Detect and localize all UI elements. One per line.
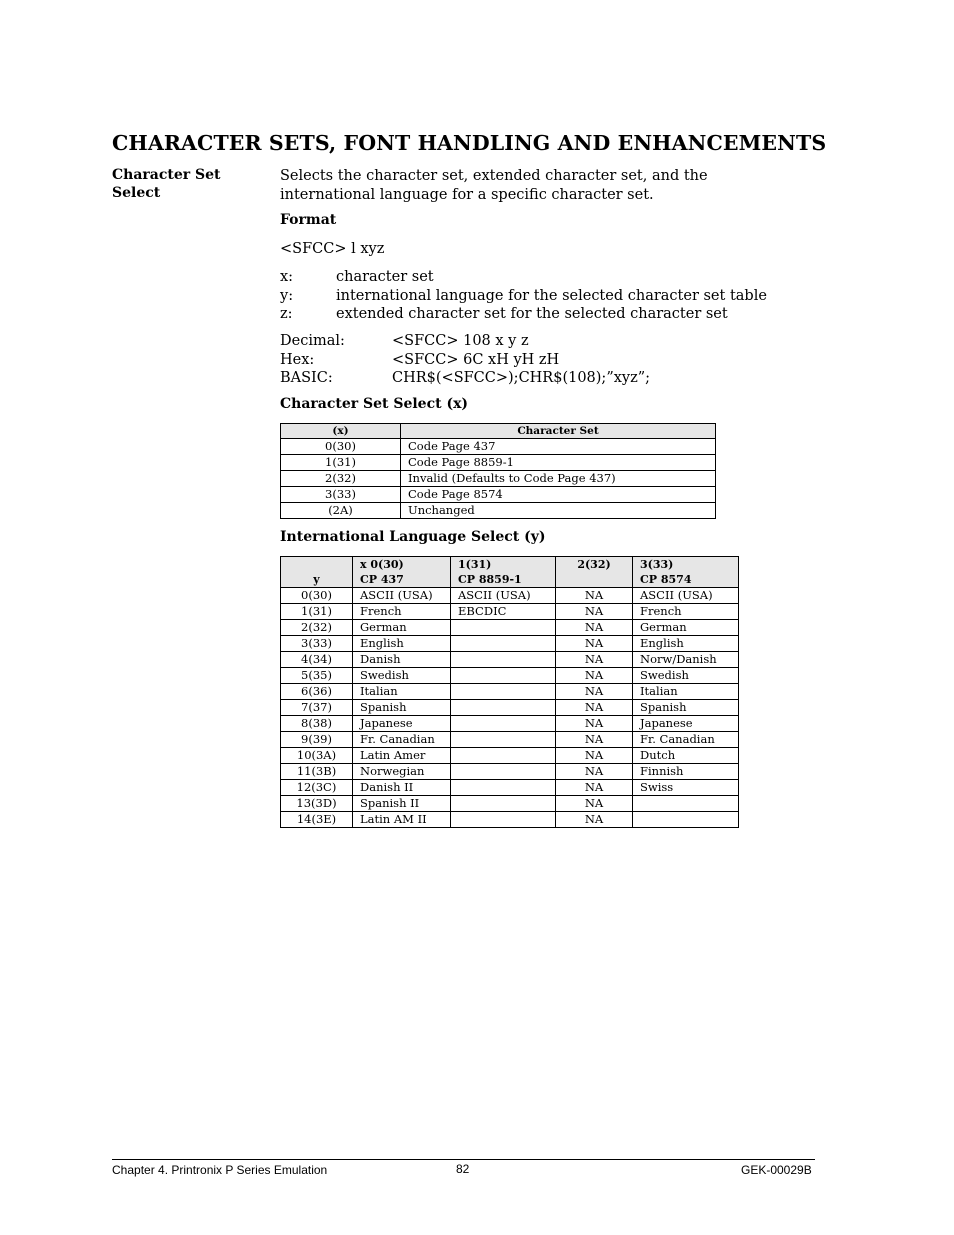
charset-table [280, 423, 716, 519]
table-header-cell: x 0(30) CP 437 [353, 557, 451, 588]
table-row [281, 780, 739, 796]
table-cell: English [633, 636, 739, 652]
table-cell: NA [556, 604, 633, 620]
param-key: z: [280, 306, 293, 322]
intro-line-2: international language for a specific character set. [280, 186, 654, 203]
encoding-key: Hex: [280, 351, 315, 368]
table-cell: 14(3E) [281, 812, 353, 828]
table-cell: 5(35) [281, 668, 353, 684]
table-row [281, 764, 739, 780]
table-row [281, 716, 739, 732]
table-header-cell: y [281, 557, 353, 588]
table-cell: NA [556, 620, 633, 636]
table-cell [451, 668, 556, 684]
table-cell: Italian [633, 684, 739, 700]
table-row [281, 668, 739, 684]
table-cell [451, 652, 556, 668]
table-cell: Finnish [633, 764, 739, 780]
table-cell: NA [556, 748, 633, 764]
encoding-list [280, 332, 650, 388]
param-row-x [280, 268, 767, 287]
table-cell [451, 748, 556, 764]
table-cell: Spanish II [353, 796, 451, 812]
table-cell: 1(31) [281, 455, 401, 471]
table-cell [633, 812, 739, 828]
table-row [281, 732, 739, 748]
table-cell: 3(33) [281, 636, 353, 652]
encoding-row-basic [280, 369, 650, 388]
table-cell: NA [556, 684, 633, 700]
table-cell: NA [556, 716, 633, 732]
table-cell [451, 764, 556, 780]
table-cell: English [353, 636, 451, 652]
table-header-cell: 3(33) CP 8574 [633, 557, 739, 588]
table-cell: 2(32) [281, 620, 353, 636]
table-row [281, 455, 716, 471]
table-cell: Spanish [353, 700, 451, 716]
table-row [281, 503, 716, 519]
table-cell: ASCII (USA) [451, 588, 556, 604]
table-cell: Latin Amer [353, 748, 451, 764]
table-cell: 3(33) [281, 487, 401, 503]
param-desc: extended character set for the selected character set [336, 306, 728, 322]
param-key: x: [280, 269, 294, 285]
param-list [280, 268, 767, 324]
table-row [281, 487, 716, 503]
table-cell: German [633, 620, 739, 636]
table-cell: Invalid (Defaults to Code Page 437) [401, 471, 716, 487]
table-cell: Italian [353, 684, 451, 700]
table-cell: Japanese [353, 716, 451, 732]
table-cell: Swedish [633, 668, 739, 684]
table-cell: Danish II [353, 780, 451, 796]
table-cell: 2(32) [281, 471, 401, 487]
intro-paragraph [280, 167, 708, 204]
table-row [281, 620, 739, 636]
table-cell: 12(3C) [281, 780, 353, 796]
encoding-value: CHR$(<SFCC>);CHR$(108);”xyz”; [392, 370, 651, 386]
table-header-cell: 1(31) CP 8859-1 [451, 557, 556, 588]
table-cell: 4(34) [281, 652, 353, 668]
table-header-cell: (x) [281, 424, 401, 439]
table-cell: NA [556, 764, 633, 780]
table-cell: NA [556, 668, 633, 684]
table-cell: Swiss [633, 780, 739, 796]
table-row [281, 700, 739, 716]
table-cell [451, 636, 556, 652]
encoding-key: BASIC: [280, 370, 333, 386]
param-key: y: [280, 287, 294, 304]
table-row [281, 812, 739, 828]
table-cell: 10(3A) [281, 748, 353, 764]
table-cell: Spanish [633, 700, 739, 716]
table-cell: NA [556, 700, 633, 716]
page-heading: CHARACTER SETS, FONT HANDLING AND ENHANCEMENTS [112, 131, 827, 155]
table-cell: ASCII (USA) [353, 588, 451, 604]
table-row [281, 588, 739, 604]
side-heading-line-1: Character Set [112, 167, 221, 183]
param-row-y [280, 287, 767, 306]
table-cell: 9(39) [281, 732, 353, 748]
table-row [281, 471, 716, 487]
table-cell: Swedish [353, 668, 451, 684]
table-cell: NA [556, 636, 633, 652]
table-cell: Latin AM II [353, 812, 451, 828]
table-cell: 0(30) [281, 588, 353, 604]
table-cell: 11(3B) [281, 764, 353, 780]
table-cell: 7(37) [281, 700, 353, 716]
table-header-cell: 2(32) [556, 557, 633, 588]
table-cell: Danish [353, 652, 451, 668]
table-header-row [281, 557, 739, 588]
table-cell: 1(31) [281, 604, 353, 620]
side-heading-line-2: Select [112, 185, 161, 201]
param-row-z [280, 305, 767, 324]
table-cell: French [633, 604, 739, 620]
table-cell: Dutch [633, 748, 739, 764]
table-cell [451, 716, 556, 732]
table-row [281, 748, 739, 764]
table-cell: Norwegian [353, 764, 451, 780]
table-cell [451, 780, 556, 796]
table-row [281, 636, 739, 652]
table-cell: French [353, 604, 451, 620]
table-cell: NA [556, 588, 633, 604]
table-cell [451, 684, 556, 700]
encoding-value: <SFCC> 6C xH yH zH [392, 351, 560, 368]
table-cell: ASCII (USA) [633, 588, 739, 604]
table-cell: NA [556, 732, 633, 748]
table-cell: NA [556, 652, 633, 668]
table-header-cell: Character Set [401, 424, 716, 439]
param-desc: character set [336, 269, 434, 285]
table-cell [633, 796, 739, 812]
table-cell: German [353, 620, 451, 636]
footer-page-number: 82 [456, 1162, 470, 1176]
table-header-row [281, 424, 716, 439]
table-row [281, 684, 739, 700]
footer-divider [112, 1159, 815, 1160]
table-cell: 8(38) [281, 716, 353, 732]
table-cell: (2A) [281, 503, 401, 519]
table-cell: 13(3D) [281, 796, 353, 812]
table-row [281, 652, 739, 668]
charset-table-title: Character Set Select (x) [280, 396, 469, 412]
table-cell: NA [556, 812, 633, 828]
table-row [281, 439, 716, 455]
table-cell: 0(30) [281, 439, 401, 455]
format-code: <SFCC> l xyz [280, 241, 385, 257]
table-cell [451, 796, 556, 812]
footer-chapter: Chapter 4. Printronix P Series Emulation [112, 1163, 328, 1177]
table-cell: NA [556, 796, 633, 812]
table-cell: Japanese [633, 716, 739, 732]
lang-table-title: International Language Select (y) [280, 529, 546, 545]
encoding-key: Decimal: [280, 333, 345, 349]
side-heading [112, 166, 220, 202]
encoding-row-hex [280, 351, 650, 370]
table-cell: Unchanged [401, 503, 716, 519]
table-cell [451, 732, 556, 748]
param-desc: international language for the selected character set table [336, 287, 767, 304]
table-cell: 6(36) [281, 684, 353, 700]
table-cell [451, 700, 556, 716]
table-cell [451, 620, 556, 636]
table-cell: Fr. Canadian [353, 732, 451, 748]
table-cell: Code Page 8859-1 [401, 455, 716, 471]
table-row [281, 796, 739, 812]
table-cell: Code Page 8574 [401, 487, 716, 503]
table-cell: EBCDIC [451, 604, 556, 620]
table-cell [451, 812, 556, 828]
table-cell: Fr. Canadian [633, 732, 739, 748]
lang-table-body [281, 588, 739, 828]
intro-line-1: Selects the character set, extended character set, and the [280, 168, 708, 184]
table-cell: NA [556, 780, 633, 796]
format-label: Format [280, 212, 337, 228]
footer-doc-id: GEK-00029B [741, 1163, 812, 1177]
table-cell: Code Page 437 [401, 439, 716, 455]
table-cell: Norw/Danish [633, 652, 739, 668]
encoding-row-decimal [280, 332, 650, 351]
encoding-value: <SFCC> 108 x y z [392, 333, 529, 349]
table-row [281, 604, 739, 620]
lang-table [280, 556, 739, 828]
